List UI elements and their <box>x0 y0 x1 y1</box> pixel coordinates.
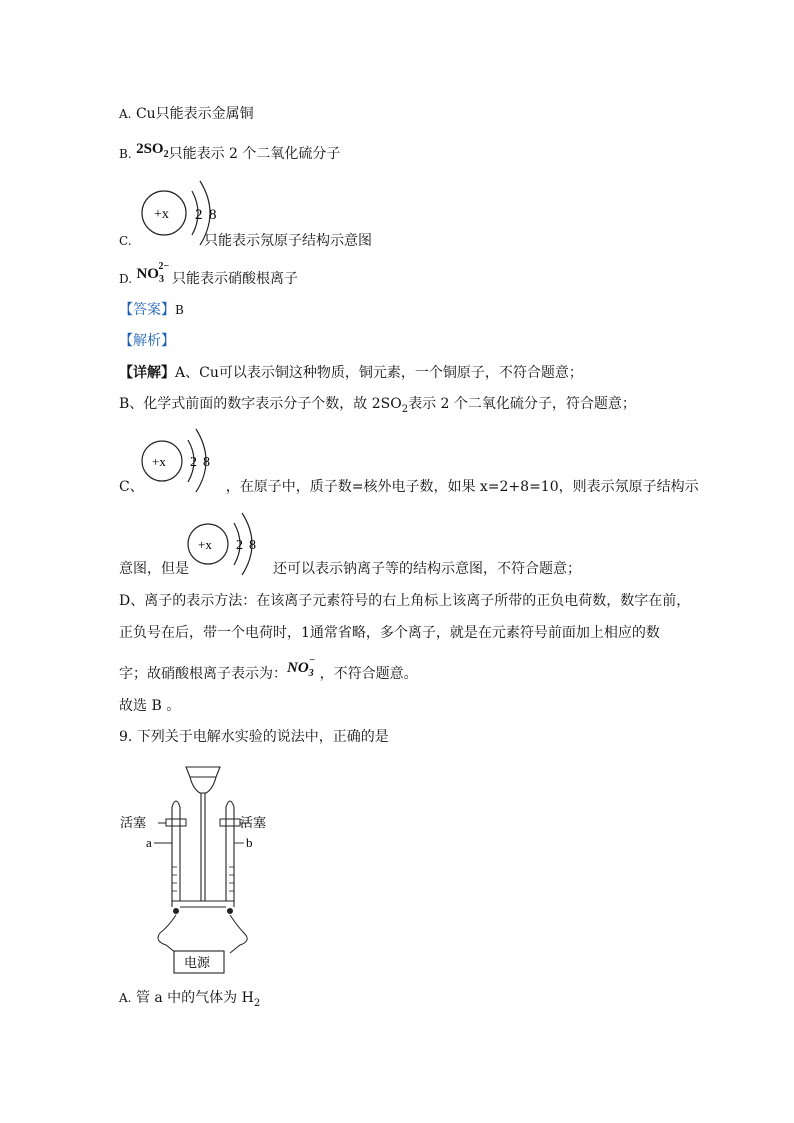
option-d <box>119 261 298 290</box>
graduations <box>172 867 234 891</box>
answer-label: 【答案】 <box>119 302 175 318</box>
nucleus-charge: +x <box>154 207 169 222</box>
option-d-label: D. <box>119 272 133 286</box>
option-d-text: 只能表示硝酸根离子 <box>171 271 298 287</box>
details-line-b: B、化学式前面的数字表示分子个数，故 $2SO_2$表示 2 个二氧化硫分子，符合题意； <box>119 396 636 415</box>
option-c <box>119 232 372 250</box>
shell-2-count: 8 <box>209 207 217 223</box>
details-line-d2: 正负号在后，带一个电荷时，1通常省略，多个离子，就是在元素符号前面加上相应的数 <box>119 625 660 641</box>
electrode-right <box>227 908 233 914</box>
details-label: 【详解】 <box>119 365 175 381</box>
svg-text:2: 2 <box>236 538 243 553</box>
label-tube-a: a <box>146 835 152 850</box>
power-label: 电源 <box>184 955 211 970</box>
details-a-text: A、Cu可以表示铜这种物质，铜元素，一个铜原子，不符合题意； <box>175 365 583 381</box>
tube-b <box>226 801 234 901</box>
svg-text:8: 8 <box>249 538 256 553</box>
option-b-formula: $2SO_2$ <box>136 141 169 160</box>
shell-1-count: 2 <box>195 207 203 223</box>
label-stopcock-left: 活塞 <box>120 815 147 830</box>
answer-value: B <box>175 303 184 317</box>
details-line-c: C、 ，在原子中，质子数=核外电子数，如果 x=2+8=10，则表示氖原子结构示 <box>119 479 699 495</box>
details-line-a <box>119 364 583 382</box>
option-b-text: 只能表示 2 个二氧化硫分子 <box>168 146 341 162</box>
wire-left <box>158 915 176 953</box>
svg-text:8: 8 <box>203 455 210 470</box>
details-line-d1: D、离子的表示方法：在该离子元素符号的右上角标上该离子所带的正负电荷数，数字在前， <box>119 593 691 609</box>
option-c-label: C. <box>119 234 132 248</box>
option-a-text: Cu只能表示金属铜 <box>135 106 254 122</box>
option-b <box>119 141 341 165</box>
option-c-text: 只能表示氖原子结构示意图 <box>204 233 373 249</box>
question-9-option-a: A. 管 a 中的气体为 $H_2$ <box>119 990 261 1009</box>
funnel <box>186 767 220 793</box>
svg-text:+x: +x <box>198 537 212 552</box>
question-9: 9. 下列关于电解水实验的说法中，正确的是 <box>119 729 389 745</box>
stopcock-right <box>220 819 240 826</box>
option-b-label: B. <box>119 147 132 161</box>
details-line-c2: 意图，但是 还可以表示钠离子等的结构示意图，不符合题意； <box>119 561 581 577</box>
tube-a <box>172 801 180 901</box>
answer-line <box>119 301 184 319</box>
svg-text:+x: +x <box>152 454 166 469</box>
electrolysis-apparatus <box>118 755 278 977</box>
wire-right <box>230 915 247 953</box>
conclusion: 故选 B 。 <box>119 698 181 714</box>
label-stopcock-right: 活塞 <box>240 815 267 830</box>
label-tube-b: b <box>246 835 253 850</box>
analysis-label: 【解析】 <box>119 333 175 349</box>
stopcock-left <box>166 819 186 826</box>
svg-text:2: 2 <box>190 455 197 470</box>
option-a <box>119 105 254 123</box>
details-line-d3: 字；故硝酸根离子表示为：$NO_3$ − ，不符合题意。 <box>119 655 418 682</box>
option-d-formula: $NO_3$ 2− <box>136 261 170 285</box>
option-a-label: A. <box>119 107 132 121</box>
nitrate-formula: $NO_3$ − <box>287 655 316 679</box>
electrode-left <box>173 908 179 914</box>
